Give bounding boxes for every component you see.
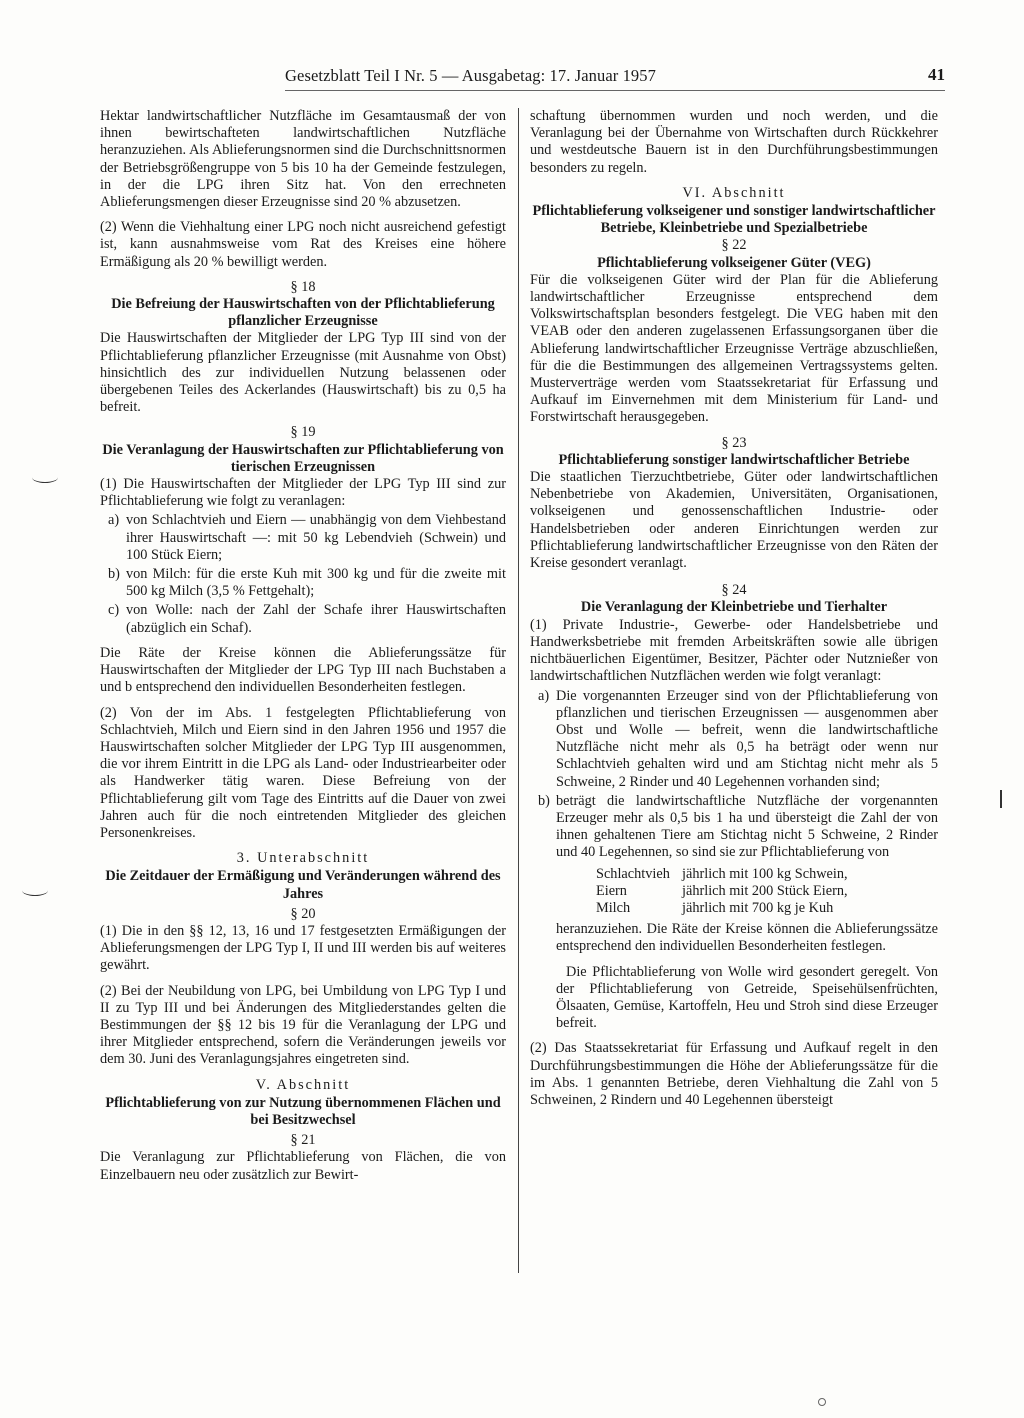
right-column [530, 108, 938, 1117]
section-23-text: Die staatlichen Tierzuchtbetriebe, Güter oder landwirtschaftlichen Nebenbetriebe von Akademien, Universitäten, Organisationen, volkseigenen und genossenschaftlichen Industrie- oder Handelsbetrieben oder anderen Einrichtungen werden zur Pflichtablieferung landwirtschaftlicher Erzeugnisse von den Räten der Kreise gesondert veranlagt. [530, 469, 938, 572]
section-24-wool: Die Pflichtablieferung von Wolle wird gesondert geregelt. Von der Pflichtablieferung von Getreide, Speisehülsenfrüchten, Ölsaaten, Gemüse, Kartoffeln, Heu und Stroh sind diese Erzeuger befreit. [556, 963, 938, 1032]
list-item: b) von Milch: für die erste Kuh mit 300 kg und für die zweite mit 500 kg Milch (3,5 % Fettgehalt); [108, 566, 506, 600]
section-21-number: § 21 [290, 1132, 316, 1149]
section-19-list [100, 512, 506, 636]
page-header [285, 66, 945, 91]
section-20-paragraph-1: (1) Die in den §§ 12, 13, 16 und 17 festgesetzten Ermäßigungen der Ablieferungsmengen der LPG Typ I, II und III werden bis auf weiteres gewährt. [100, 922, 506, 974]
quota-row: Eiern jährlich mit 200 Stück Eiern, [596, 882, 848, 899]
section-22-number: § 22 [721, 237, 747, 254]
gazette-title: Gesetzblatt Teil I Nr. 5 — Ausgabetag: 17. Januar 1957 [285, 66, 656, 85]
section-20-paragraph-2: (2) Bei der Neubildung von LPG, bei Umbildung von LPG Typ I und II zu Typ III und bei Änderungen des Mitgliederstandes gelten die Bestimmungen der §§ 12 bis 19 für die Veranlagung der LPG und ihrer Mitglieder entsprechend, sofern die Veränderungen jeweils vor dem 30. Juni des Veranlagungsjahres eingetreten sind. [100, 982, 506, 1068]
section-24-paragraph-2: (2) Das Staatssekretariat für Erfassung und Aufkauf regelt in den Durchführungsbestimmungen die Höhe der Ablieferungssätze für die im Abs. 1 genannten Betriebe, deren Viehhaltung die Zahl von 5 Schweinen, 2 Rindern und 40 Legehennen übersteigt [530, 1040, 938, 1108]
section-24-paragraph-1: (1) Private Industrie-, Gewerbe- oder Handelsbetriebe und Handwerksbetriebe mit fremden Arbeitskräften sowie alle übrigen nichtbäuerlichen Eigentümer, Besitzer, Pächter oder Nutznießer von landwirtschaftlichen Nutzflächen werden wie folgt veranlagt: [530, 616, 938, 685]
section-19-paragraph-1: (1) Die Hauswirtschaften der Mitglieder der LPG Typ III sind zur Pflichtablieferung wie folgt zu veranlagen: [100, 476, 506, 510]
section-23-title: Pflichtablieferung sonstiger landwirtschaftlicher Betriebe [558, 451, 910, 468]
quota-row: Schlachtvieh jährlich mit 100 kg Schwein, [596, 865, 848, 882]
paragraph-continued: schaftung übernommen wurden und noch werden, und die Veranlagung bei der Übernahme von Wirtschaften durch Rückkehrer und westdeutsche Bauern ist in den Durchführungsbestimmungen besonders zu regeln. [530, 108, 938, 176]
section-22-title: Pflichtablieferung volkseigener Güter (VEG) [597, 254, 871, 271]
section-18-number: § 18 [290, 278, 316, 295]
section-22-text: Für die volkseigenen Güter wird der Plan für die Ablieferung landwirtschaftlicher Erzeugnisse entsprechend dem Volkswirtschaftsplan besonders festgelegt. Die VEG haben mit den VEAB oder den anderen zugelassenen Erfassungsorganen über die Ablieferung landwirtschaftlicher Erzeugnisse Verträge abzuschließen, für die die Bestimmungen des allgemeinen Vertragssystems gelten. Musterverträge werden vom Staatssekretariat für Erfassung und Aufkauf im Einvernehmen mit dem Ministerium für Land- und Forstwirtschaft herausgegeben. [530, 271, 938, 426]
left-column [100, 108, 506, 1192]
list-item: c) von Wolle: nach der Zahl der Schafe ihrer Hauswirtschaften (abzüglich ein Schaf). [108, 602, 506, 636]
chapter-5-title: Pflichtablieferung von zur Nutzung übernommenen Flächen und bei Besitzwechsel [105, 1094, 501, 1128]
section-24-number: § 24 [721, 582, 747, 599]
margin-check-mark [32, 472, 58, 483]
quota-row: Milch jährlich mit 700 kg je Kuh [596, 899, 834, 916]
section-19-title: Die Veranlagung der Hauswirtschaften zur Pflichtablieferung von tierischen Erzeugnissen [102, 441, 504, 475]
section-18-text: Die Hauswirtschaften der Mitglieder der LPG Typ III sind von der Pflichtablieferung pflanzlicher Erzeugnisse (mit Ausnahme von Obst) hinsichtlich des zur individuellen Nutzung belassenen oder übergebenen Teiles des Ackerlandes (Hauswirtschaft) bis zu 0,5 ha befreit. [100, 330, 506, 416]
list-item: b) beträgt die landwirtschaftliche Nutzfläche der vorgenannten Erzeuger mehr als 0,5 bis 1 ha und übersteigt die Zahl der von ihnen gehaltenen Tiere am Stichtag nicht 5 Schweine, 2 Rinder und 40 Legehennen, so sind sie zur Pflichtablieferung von [538, 792, 938, 861]
section-24-b-continued: heranzuziehen. Die Räte der Kreise können die Ablieferungssätze entsprechend den individuellen Besonderheiten festlegen. [556, 921, 938, 955]
subsection-3-label: 3. Unterabschnitt [236, 850, 370, 867]
list-item: a) von Schlachtvieh und Eiern — unabhängig von dem Viehbestand ihrer Hauswirtschaft —: mit 50 kg Lebendvieh (Schwein) und 100 Stück Eiern; [108, 512, 506, 563]
section-24-list [530, 688, 938, 862]
chapter-6-title: Pflichtablieferung volkseigener und sonstiger landwirtschaftlicher Betriebe, Kleinbetriebe und Spezialbetriebe [532, 203, 936, 237]
margin-check-mark [22, 885, 48, 896]
paragraph-2: (2) Wenn die Viehhaltung einer LPG noch nicht ausreichend gefestigt ist, kann ausnahmsweise vom Rat des Kreises eine höhere Ermäßigung als 20 % bewilligt werden. [100, 219, 506, 270]
section-18-title: Die Befreiung der Hauswirtschaften von der Pflichtablieferung pflanzlicher Erzeugnisse [111, 296, 495, 330]
scan-dot-mark [818, 1398, 826, 1406]
chapter-6-label: VI. Abschnitt [682, 184, 786, 201]
page-number: 41 [928, 65, 945, 84]
section-21-text: Die Veranlagung zur Pflichtablieferung von Flächen, die von Einzelbauern neu oder zusätzlich zur Bewirt- [100, 1149, 506, 1183]
paragraph-intro: Hektar landwirtschaftlicher Nutzfläche im Gesamtausmaß der von ihnen bewirtschafteten landwirtschaftlichen Nutzfläche heranzuziehen. Als Ablieferungsnormen sind die Durchschnittsnormen der Betriebsgrößengruppe von 5 bis 10 ha der Gemeinde festzulegen, in der die LPG ihren Sitz hat. Von den errechneten Ablieferungsmengen dieser Erzeugnisse sind 20 % abzusetzen. [100, 108, 506, 211]
section-23-number: § 23 [721, 434, 747, 451]
section-20-number: § 20 [290, 905, 316, 922]
section-19-number: § 19 [290, 424, 316, 441]
section-24-title: Die Veranlagung der Kleinbetriebe und Tierhalter [580, 599, 888, 616]
section-19-paragraph-2: (2) Von der im Abs. 1 festgelegten Pflichtablieferung von Schlachtvieh, Milch und Eiern sind in den Jahren 1956 und 1957 die Hauswirtschaften solcher Mitglieder der LPG Typ III ausgenommen, die vor ihrem Eintritt in die LPG als Land- oder Industriearbeiter oder als Handwerker tätig waren. Diese Befreiung von der Pflichtablieferung gilt vom Tage des Eintritts auf die Dauer von zwei Jahren auch für die noch eintretenden Mitglieder des gleichen Personenkreises. [100, 704, 506, 841]
section-19-paragraph-1b: Die Räte der Kreise können die Ablieferungssätze für Hauswirtschaften der Mitglieder der LPG Typ III nach Buchstaben a und b entsprechend den individuellen Besonderheiten festlegen. [100, 644, 506, 696]
subsection-3-title: Die Zeitdauer der Ermäßigung und Veränderungen während des Jahres [105, 868, 501, 902]
list-item: a) Die vorgenannten Erzeuger sind von der Pflichtablieferung von pflanzlichen und tierischen Erzeugnissen — ausgenommen aber Obst und Wolle — befreit, wenn die landwirtschaftliche Nutzfläche nicht mehr als 0,5 ha beträgt oder wenn nur Schlachtvieh gehalten wird und am Stichtag nicht mehr als 5 Schweine, 2 Rinder und 40 Legehennen vorhanden sind; [538, 687, 938, 790]
column-divider [518, 108, 519, 1273]
chapter-5-label: V. Abschnitt [255, 1076, 351, 1093]
margin-tick-mark [1000, 790, 1002, 808]
quota-table [596, 866, 938, 918]
